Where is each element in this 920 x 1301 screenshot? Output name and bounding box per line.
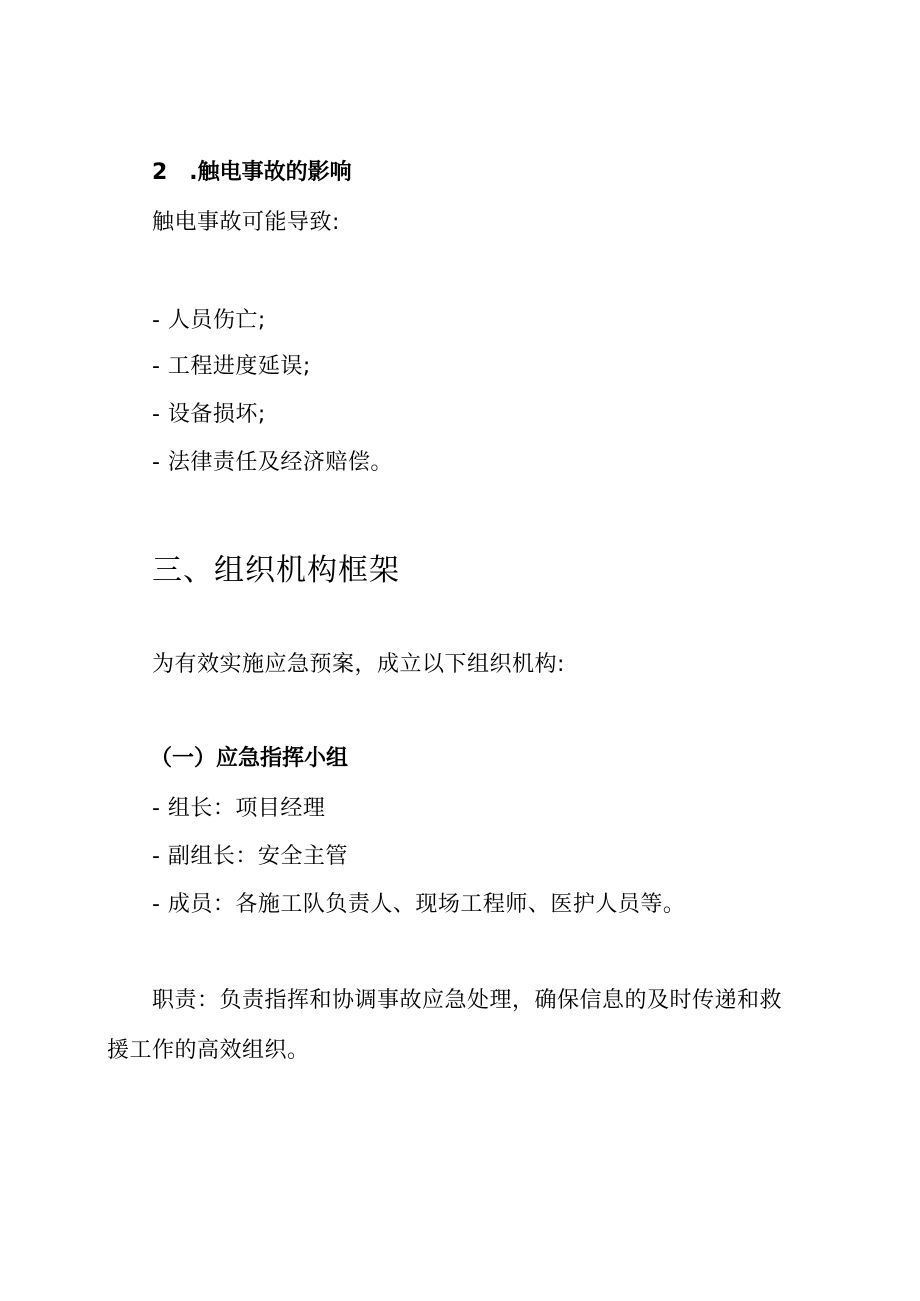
section2-heading: 2 .触电事故的影响 [152, 160, 352, 185]
list-item: - 设备损坏; [152, 402, 266, 427]
duty-line-1: 职责：负责指挥和协调事故应急处理，确保信息的及时传递和救 [152, 988, 783, 1013]
member-item: - 组长：项目经理 [152, 796, 326, 821]
section2-intro: 触电事故可能导致: [152, 210, 340, 235]
list-item: - 人员伤亡; [152, 308, 266, 333]
list-item: - 法律责任及经济赔偿。 [152, 450, 393, 475]
group1-heading: （一）应急指挥小组 [150, 746, 349, 771]
member-item: - 副组长：安全主管 [152, 844, 348, 869]
list-item: - 工程进度延误; [152, 354, 311, 379]
duty-line-2: 援工作的高效组织。 [107, 1038, 310, 1063]
section3-intro: 为有效实施应急预案，成立以下组织机构: [152, 652, 565, 677]
section3-heading: 三、组织机构框架 [152, 553, 400, 588]
member-item: - 成员：各施工队负责人、现场工程师、医护人员等。 [152, 892, 686, 917]
